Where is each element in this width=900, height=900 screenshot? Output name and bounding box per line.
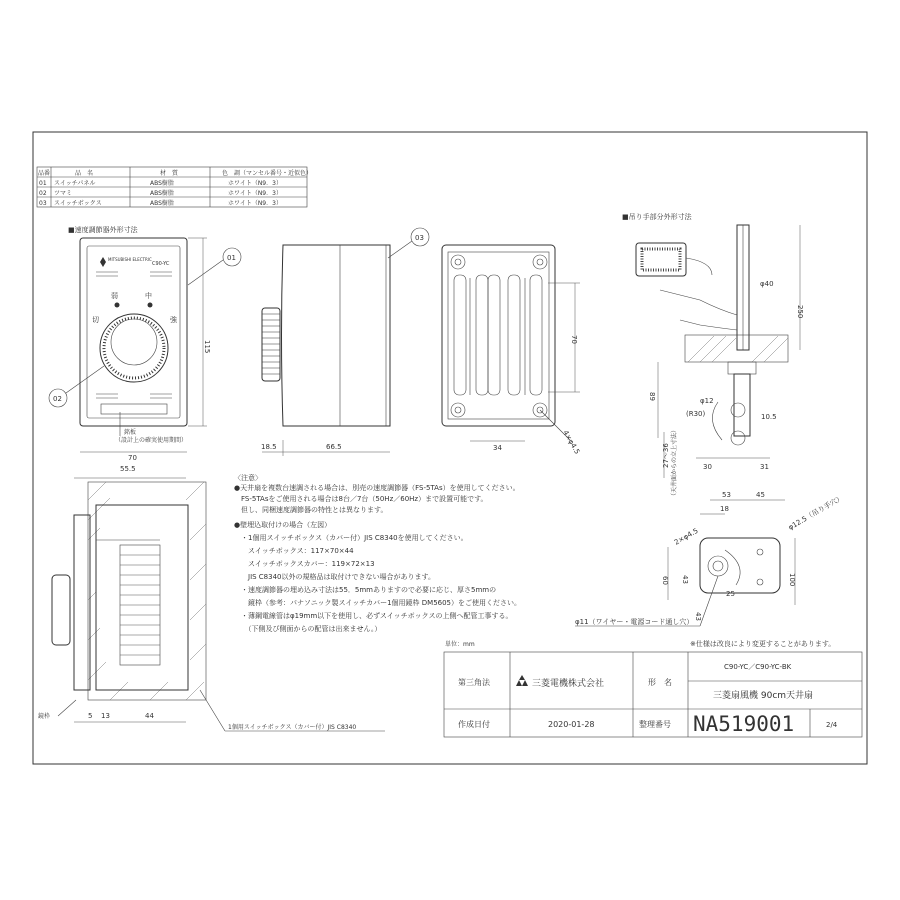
- table-cell: 01: [39, 180, 47, 187]
- dim-h-range-note: （天井面からの立上寸法）: [671, 426, 678, 499]
- note-line: 鏡枠（参考：パナソニック製スイッチカバー1個用鏡枠 DM5605）をご使用ください。: [234, 599, 522, 607]
- note-line: ・薄鋼電線管はφ19mm以下を使用し、必ずスイッチボックスの上側へ配管工事する。: [234, 612, 513, 620]
- mitsubishi-logo-icon: [100, 257, 106, 267]
- dim-section-width: 55.5: [120, 465, 136, 473]
- date-value: 2020-01-28: [548, 720, 595, 729]
- dim-h-89: 89: [648, 392, 656, 401]
- table-header-name: 品 名: [75, 170, 94, 177]
- company-logo-icon: [516, 675, 528, 686]
- table-cell: ABS樹脂: [150, 190, 174, 197]
- wall-mount-section: [52, 482, 206, 700]
- table-cell: ホワイト（N9．3）: [228, 200, 282, 207]
- dim-p-12-5: φ12.5（吊り手穴）: [787, 493, 845, 532]
- table-cell: ABS樹脂: [150, 200, 174, 207]
- company-name: 三菱電機株式会社: [532, 679, 605, 689]
- cover-frame-label: 鏡枠: [38, 713, 51, 720]
- table-cell: ツマミ: [54, 190, 73, 197]
- dim-p-hole: 2×φ4.5: [673, 526, 700, 547]
- speed-label-mid: 中: [145, 292, 152, 300]
- table-cell: 02: [39, 190, 47, 197]
- callout-02: [49, 366, 104, 407]
- controller-section-title: ■速度調節器外形寸法: [68, 226, 138, 234]
- note-line: 但し、同梱速度調節器の特性とは異なります。: [234, 506, 388, 514]
- callout-label: 02: [53, 395, 62, 403]
- table-cell: スイッチパネル: [54, 180, 96, 187]
- hanger-section-title: ■吊り手部分外形寸法: [622, 213, 692, 221]
- unit-label: 単位：mm: [445, 641, 475, 648]
- projection-label: 第三角法: [458, 678, 490, 687]
- table-header-no: 品番: [38, 170, 51, 177]
- dim-section-c: 44: [145, 712, 154, 720]
- note-line: ●天井扇を複数台速調される場合は、別売の速度調節器（FS-5TAs）を使用してください。: [234, 484, 520, 492]
- dim-section-b: 13: [101, 712, 110, 720]
- dim-side-b: 66.5: [326, 443, 342, 451]
- controller-front-view: [80, 238, 187, 426]
- controller-back-view: [442, 245, 555, 426]
- dim-back-height: 70: [570, 335, 578, 344]
- date-label: 作成日付: [458, 720, 490, 729]
- nameplate-label: 銘板: [124, 429, 137, 436]
- product-name: 三菱扇風機 90cm天井扇: [713, 691, 814, 701]
- dim-p-25: 25: [726, 590, 735, 598]
- dim-screw-hole: 4×φ4.5: [561, 429, 582, 456]
- note-line: ●壁埋込取付けの場合（左図）: [234, 521, 332, 529]
- dim-p-53: 53: [722, 491, 731, 499]
- speed-label-low: 弱: [111, 292, 118, 300]
- dim-h-10-5: 10.5: [761, 413, 777, 421]
- note-line: ・1個用スイッチボックス（カバー付）JIS C8340を使用してください。: [234, 534, 468, 542]
- dim-h-12: φ12: [700, 397, 714, 405]
- spec-change-note: ※仕様は改良により変更することがあります。: [690, 640, 836, 648]
- dim-p-60: 60: [661, 576, 669, 585]
- callout-01: [188, 248, 241, 285]
- notes-block: [234, 473, 521, 633]
- note-line: JIS C8340以外の規格品は取付けできない場合があります。: [234, 573, 435, 581]
- dim-h-250: 250: [796, 305, 804, 319]
- table-header-material: 材 質: [160, 170, 179, 177]
- speed-label-off: 切: [92, 316, 99, 324]
- table-cell: ホワイト（N9．3）: [228, 180, 282, 187]
- drawing-no-label: 整理番号: [639, 720, 671, 729]
- brand-text: MITSUBISHI ELECTRIC: [108, 257, 152, 262]
- callout-label: 03: [415, 234, 424, 242]
- notes-heading: 〈注意〉: [234, 474, 262, 482]
- dim-p-43b: 43: [694, 612, 702, 621]
- table-cell: ABS樹脂: [150, 180, 174, 187]
- dim-front-width: 70: [128, 454, 137, 462]
- note-line: （下側及び側面からの配管は出来ません。）: [234, 625, 382, 633]
- controller-side-view: [262, 245, 390, 426]
- dim-h-range: 27～36: [662, 443, 670, 468]
- parts-table: [37, 167, 312, 207]
- model-value: C90-YC／C90-YC-BK: [724, 663, 792, 671]
- title-block: [444, 652, 862, 737]
- dim-p-45: 45: [756, 491, 765, 499]
- model-label: 形 名: [648, 678, 672, 687]
- note-line: スイッチボックスカバー：119×72×13: [234, 560, 375, 568]
- dim-section-a: 5: [88, 712, 93, 720]
- dim-p-43a: 43: [681, 575, 689, 584]
- table-header-color: 色 調（マンセル番号・近似色）: [222, 170, 313, 177]
- note-line: スイッチボックス：117×70×44: [234, 547, 354, 555]
- drawing-number: NA519001: [693, 712, 795, 736]
- nameplate-note: （設計上の確実使用期間）: [115, 437, 188, 444]
- dim-p-18: 18: [720, 505, 729, 513]
- model-text: C90-YC: [152, 261, 170, 267]
- dim-h-r30: (R30): [686, 410, 706, 418]
- dim-side-a: 18.5: [261, 443, 277, 451]
- hanger-view: [636, 225, 788, 445]
- dim-h-31: 31: [760, 463, 769, 471]
- dim-back-width: 34: [493, 444, 502, 452]
- dim-h-40: φ40: [760, 280, 774, 288]
- note-line: FS-5TAsをご使用される場合は8台／7台（50Hz／60Hz）まで設置可能です。: [234, 495, 488, 503]
- dim-p-100: 100: [788, 573, 796, 587]
- note-line: ・速度調節器の埋め込み寸法は55．5mmありますので必要に応じ、厚さ5mmの: [234, 586, 497, 594]
- callout-03: [388, 228, 429, 258]
- hanger-plan-view: [700, 538, 780, 593]
- table-cell: スイッチボックス: [54, 200, 102, 207]
- speed-label-high: 強: [170, 316, 177, 324]
- switch-box-note: 1個用スイッチボックス（カバー付）JIS C8340: [228, 724, 357, 731]
- callout-label: 01: [227, 254, 236, 262]
- wire-hole-label: φ11（ワイヤー・電源コード通し穴）: [575, 618, 694, 626]
- dim-front-height: 115: [203, 340, 211, 354]
- table-cell: 03: [39, 200, 47, 207]
- dim-h-30: 30: [703, 463, 712, 471]
- page-number: 2/4: [826, 721, 838, 729]
- table-cell: ホワイト（N9．3）: [228, 190, 282, 197]
